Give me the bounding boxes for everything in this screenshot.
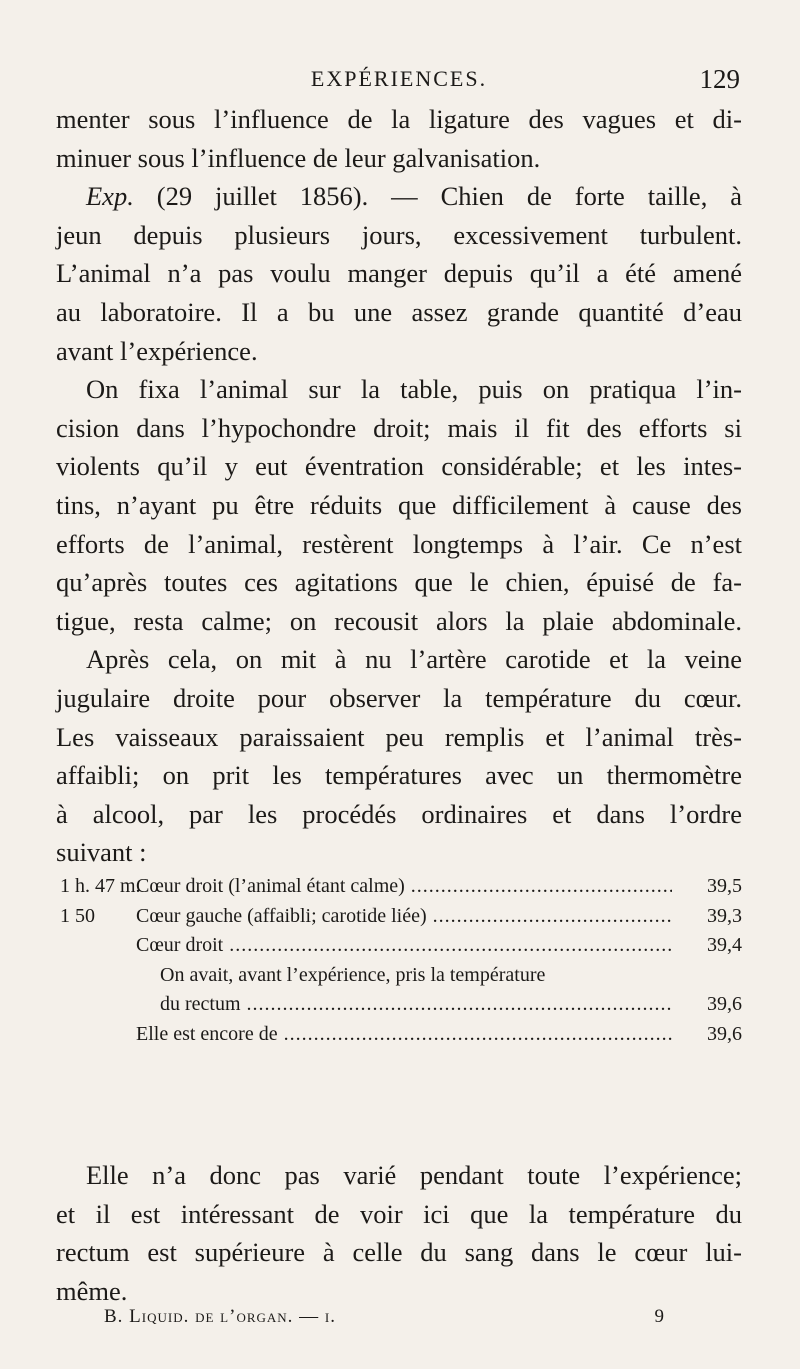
text-line: rectum est supérieure à celle du sang dans le cœur lui- [56, 1237, 742, 1268]
text-line: jeun depuis plusieurs jours, excessivement turbulent. [56, 219, 742, 250]
table-row [60, 990, 742, 1020]
text-line: Après cela, on mit à nu l’artère carotide et la veine [86, 644, 742, 675]
table-row [60, 872, 742, 902]
temperature-table [60, 872, 742, 1049]
experiment-date-line: (29 juillet 1856). — Chien de forte taille, à [156, 181, 743, 212]
text-line: suivant : [56, 837, 147, 868]
table-row [60, 902, 742, 932]
text-line: efforts de l’animal, restèrent longtemps à l’air. Ce n’est [56, 528, 742, 559]
row-time: 1 50 [60, 904, 95, 927]
row-value: 39,4 [703, 931, 742, 961]
table-row [60, 961, 742, 991]
table-row [60, 931, 742, 961]
row-time: 1 h. 47 m. [60, 875, 141, 897]
text-line: qu’après toutes ces agitations que le chien, épuisé de fa- [56, 567, 742, 598]
text-line: violents qu’il y eut éventration considérable; et les intes- [56, 451, 742, 482]
text-line [56, 177, 742, 216]
text-line: menter sous l’influence de la ligature des vagues et di- [56, 104, 742, 134]
text-line: cision dans l’hypochondre droit; mais il fit des efforts si [56, 412, 742, 443]
text-line: minuer sous l’influence de leur galvanisation. [56, 142, 541, 173]
text-line: Les vaisseaux paraissaient peu remplis et l’animal très- [56, 721, 742, 752]
text-line: au laboratoire. Il a bu une assez grande quantité d’eau [56, 296, 742, 327]
running-title: EXPÉRIENCES. [310, 66, 488, 91]
row-value: 39,6 [703, 990, 742, 1020]
text-line: tins, n’ayant pu être réduits que difficilement à cause des [56, 489, 742, 520]
page-number: 129 [699, 64, 740, 94]
row-value: 39,5 [703, 872, 742, 902]
running-head [58, 66, 740, 96]
sheet-number: 9 [654, 1306, 664, 1327]
page-footer [104, 1306, 664, 1334]
row-value: 39,3 [703, 902, 742, 932]
text-line: avant l’expérience. [56, 335, 258, 366]
experiment-label: Exp. [86, 181, 134, 212]
table-row [60, 1020, 742, 1050]
row-description: Elle est encore de ..... [136, 1020, 672, 1050]
text-line: même. [56, 1275, 128, 1306]
row-description: du rectum ..... [160, 990, 672, 1020]
text-line: On fixa l’animal sur la table, puis on pratiqua l’in- [86, 374, 742, 405]
row-value: 39,6 [703, 1020, 742, 1050]
row-description: Cœur droit (l’animal étant calme) ..... [136, 872, 672, 902]
text-line: Elle n’a donc pas varié pendant toute l’expérience; [86, 1160, 742, 1190]
text-line: affaibli; on prit les températures avec un thermomètre [56, 760, 742, 791]
text-line: jugulaire droite pour observer la température du cœur. [56, 682, 742, 713]
closing-paragraph [56, 1156, 742, 1310]
text-line: à alcool, par les procédés ordinaires et dans l’ordre [56, 798, 742, 829]
text-line: et il est intéressant de voir ici que la température du [56, 1198, 742, 1229]
text-line: tigue, resta calme; on recousit alors la plaie abdominale. [56, 605, 742, 636]
row-description: Cœur gauche (affaibli; carotide liée) ..... [136, 902, 672, 932]
signature-mark: B. Liquid. de l’organ. — i. [104, 1306, 337, 1327]
row-description: Cœur droit ..... [136, 931, 672, 961]
row-description: On avait, avant l’expérience, pris la température [160, 963, 546, 986]
body-text [56, 100, 742, 872]
text-line: L’animal n’a pas voulu manger depuis qu’il a été amené [56, 258, 742, 289]
